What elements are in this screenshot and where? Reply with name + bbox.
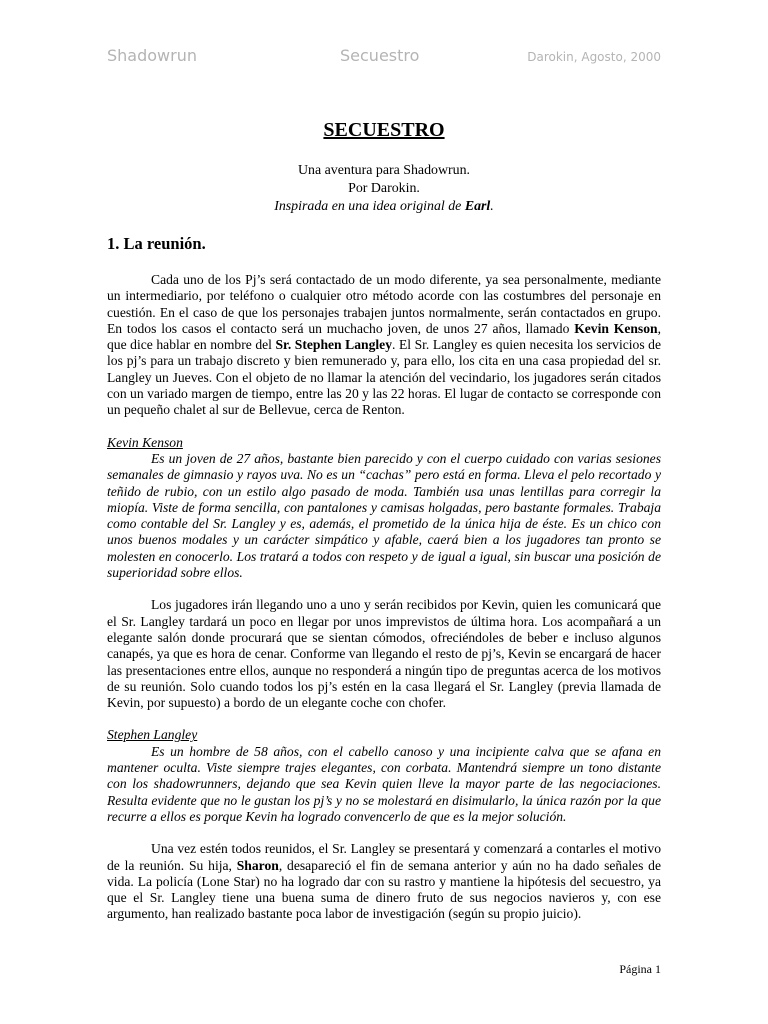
header-author-date: Darokin, Agosto, 2000: [527, 50, 661, 64]
document-title: SECUESTRO: [323, 119, 445, 141]
section-heading: 1. La reunión.: [107, 234, 206, 253]
paragraph-text: Cada uno de los Pj’s será contactado de un modo diferente, ya sea personalmente, mediante un intermediario, por teléfono o cualquier otro método acorde con las costumbres del personaje en cuestión. En el caso de que los personajes trabajen juntos normalmente, serán contactados en grupo. En todos los casos el contacto será un muchacho joven, de unos 27 años, llamado: [107, 272, 661, 336]
page-number: Página 1: [619, 962, 661, 976]
paragraph-intro: [107, 272, 661, 419]
character-block-kevin: [107, 435, 661, 582]
credit-period: .: [490, 199, 494, 214]
credit-name: Earl: [464, 199, 491, 214]
header-adventure-title: Secuestro: [340, 46, 420, 65]
character-block-stephen: [107, 727, 661, 825]
credit-text: Inspirada en una idea original de: [274, 199, 465, 214]
character-description-stephen: Es un hombre de 58 años, con el cabello canoso y una incipiente calva que se afana en mantener oculta. Viste siempre trajes elegantes, con corbata. Mantendrá siempre un tono distante con los shadowrunners, dejando que sea Kevin quien lleve la mayor parte de las negociaciones. Resulta evidente que no le gustan los pj’s y no se molestará en disimularlo, la única razón por la que recurre a ellos es porque Kevin ha logrado convencerlo de que es la mejor solución.: [107, 743, 661, 824]
header-game-title: Shadowrun: [107, 46, 197, 65]
character-name-bold: Sr. Stephen Langley: [275, 337, 392, 353]
running-header: [107, 46, 661, 68]
subtitle-line-1: Una aventura para Shadowrun.: [297, 163, 471, 178]
subtitle-line-3: [107, 198, 661, 216]
character-heading-kevin: Kevin Kenson: [107, 434, 183, 450]
character-name-bold: Sharon: [236, 857, 279, 873]
document-body: [107, 118, 661, 923]
paragraph-text: . El Sr. Langley es quien necesita los servicios de los pj’s para un trabajo discreto y bien remunerado y, para ello, los cita en una casa propiedad del sr. Langley un Jueves. Con el objeto de no llamar la atención del vecindario, los jugadores serán citados con un variado margen de tiempo, entre las 20 y las 22 horas. El lugar de contacto se corresponde con un pequeño chalet al sur de Bellevue, cerca de Renton.: [107, 337, 661, 418]
paragraph-text: Una vez estén todos reunidos, el Sr. Langley se presentará y comenzará a contarles el motivo de la reunión. Su hija,: [107, 841, 661, 873]
paragraph-text: , desapareció el fin de semana anterior y aún no ha dado señales de vida. La policía (Lone Star) no ha logrado dar con su rastro y mantiene la hipótesis del secuestro, ya que el Sr. Langley tiene una buena suma de dinero fruto de sus negocios navieros y, con ese argumento, han realizado bastante poca labor de investigación (según su propio juicio).: [107, 857, 661, 922]
paragraph-arrival: Los jugadores irán llegando uno a uno y serán recibidos por Kevin, quien les comunicará que el Sr. Langley tardará un poco en llegar por unos imprevistos de última hora. Los acompañará a un elegante salón donde procurará que se sientan cómodos, ofreciéndoles de beber e incluso algunos canapés, ya que es hora de cenar. Conforme van llegando el resto de pj’s, Kevin se encargará de hacer las presentaciones entre ellos, aunque no responderá a ningún tipo de preguntas acerca de los motivos de su reunión. Solo cuando todos los pj’s estén en la casa llegará el Sr. Langley (previa llamada de Kevin, por supuesto) a bordo de un elegante coche con chofer.: [107, 597, 661, 711]
paragraph-meeting: [107, 841, 661, 922]
subtitle-block: [107, 162, 661, 216]
subtitle-line-2: Por Darokin.: [348, 181, 420, 196]
character-name-bold: Kevin Kenson: [574, 320, 658, 336]
paragraph-text: , que dice hablar en nombre del: [107, 320, 661, 353]
character-heading-stephen: Stephen Langley: [107, 727, 198, 743]
character-description-kevin: Es un joven de 27 años, bastante bien parecido y con el cuerpo cuidado con varias sesiones semanales de gimnasio y rayos uva. No es un “cachas” pero está en forma. Lleva el pelo recortado y teñido de rubio, con un estilo algo pasado de moda. También usa unas lentillas para corregir la miopía. Viste de forma sencilla, con pantalones y camisas holgadas, pero bastante formales. Trabaja como contable del Sr. Langley y es, además, el prometido de la única hija de éste. Es un chico con unos buenos modales y un carácter simpático y afable, caerá bien a los jugadores tan pronto se molesten en conocerlo. Los tratará a todos con respeto y de igual a igual, sin buscar una posición de superioridad sobre ellos.: [107, 450, 661, 581]
